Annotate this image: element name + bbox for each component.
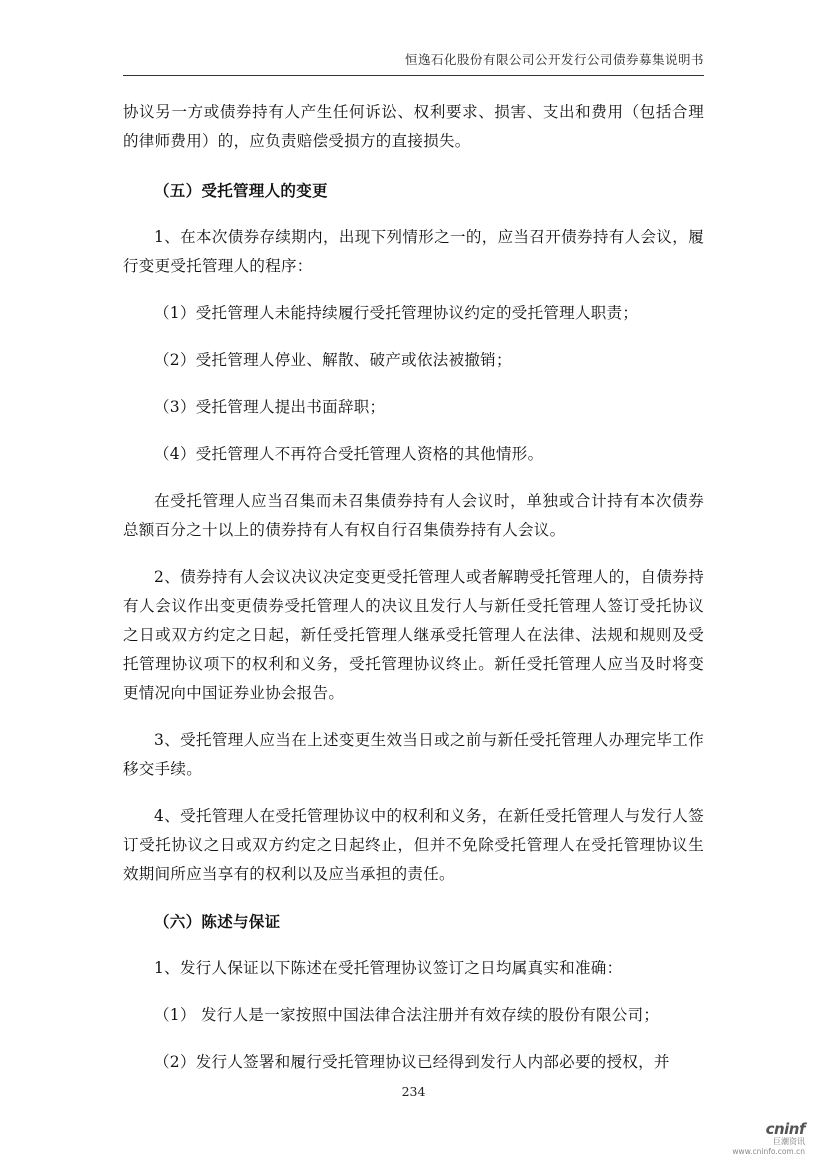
cninfo-logo-icon: cninf xyxy=(765,1120,805,1138)
section-heading-5: （五）受托管理人的变更 xyxy=(154,181,328,200)
paragraph-5-note: 在受托管理人应当召集而未召集债券持有人会议时，单独或合计持有本次债券总额百分之十以上的债券持有人有权自行召集债券持有人会议。 xyxy=(123,492,704,539)
cninfo-url: www.cninfo.com.cn xyxy=(732,1147,805,1156)
list-item-5-1-4: （4）受托管理人不再符合受托管理人资格的其他情形。 xyxy=(154,445,544,463)
paragraph-continuation: 协议另一方或债券持有人产生任何诉讼、权利要求、损害、支出和费用（包括合理的律师费用）的，应负责赔偿受损方的直接损失。 xyxy=(123,103,704,150)
list-item-5-1-2: （2）受托管理人停业、解散、破产或依法被撤销； xyxy=(154,351,512,369)
document-header: 恒逸石化股份有限公司公开发行公司债券募集说明书 xyxy=(404,52,704,67)
cninfo-watermark xyxy=(725,1120,805,1156)
header-divider xyxy=(123,75,704,76)
list-item-5-1-1: （1）受托管理人未能持续履行受托管理协议约定的受托管理人职责； xyxy=(154,304,639,322)
section-heading-6: （六）陈述与保证 xyxy=(154,912,281,931)
list-item-6-1-1: （1） 发行人是一家按照中国法律合法注册并有效存续的股份有限公司； xyxy=(154,1006,660,1024)
cninfo-cn-name: 巨潮资讯 xyxy=(773,1137,805,1146)
paragraph-5-1: 1、在本次债券存续期内，出现下列情形之一的，应当召开债券持有人会议，履行变更受托管理人的程序： xyxy=(123,228,704,275)
list-item-5-1-3: （3）受托管理人提出书面辞职； xyxy=(154,398,386,416)
paragraph-6-1: 1、发行人保证以下陈述在受托管理协议签订之日均属真实和准确： xyxy=(154,959,623,977)
document-body xyxy=(123,98,704,1095)
list-item-6-1-2: （2）发行人签署和履行受托管理协议已经得到发行人内部必要的授权，并 xyxy=(154,1053,670,1071)
paragraph-5-2: 2、债券持有人会议决议决定变更受托管理人或者解聘受托管理人的，自债券持有人会议作出变更债券受托管理人的决议且发行人与新任受托管理人签订受托协议之日或双方约定之日起，新任受托管理人继承受托管理人在法律、法规和规则及受托管理协议项下的权利和义务，受托管理协议终止。新任受托管理人应当及时将变更情况向中国证券业协会报告。 xyxy=(123,568,704,702)
paragraph-5-4: 4、受托管理人在受托管理协议中的权利和义务，在新任受托管理人与发行人签订受托协议之日或双方约定之日起终止，但并不免除受托管理人在受托管理协议生效期间所应当享有的权利以及应当承担的责任。 xyxy=(123,807,704,883)
paragraph-5-3: 3、受托管理人应当在上述变更生效当日或之前与新任受托管理人办理完毕工作移交手续。 xyxy=(123,731,704,778)
page-number: 234 xyxy=(401,1084,426,1099)
